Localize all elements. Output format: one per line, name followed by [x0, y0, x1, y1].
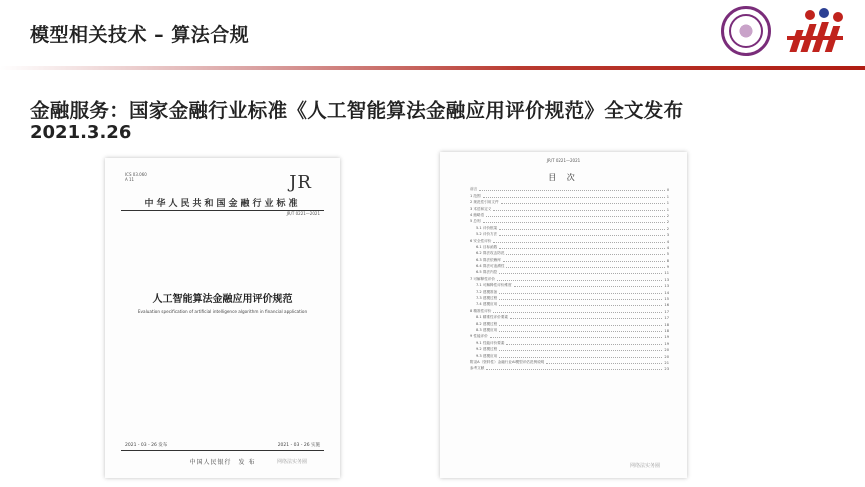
- toc-leader-dots: [483, 222, 665, 223]
- toc-entry-label: 9.1 性能评价要素: [476, 340, 505, 345]
- toc-entry-page: 19: [664, 335, 669, 340]
- toc-leader-dots: [506, 267, 664, 268]
- university-seal-icon: [721, 6, 771, 56]
- toc-leader-dots: [510, 318, 662, 319]
- standard-toc-page: [440, 152, 687, 478]
- toc-entry-page: 9: [666, 265, 669, 270]
- toc-entry-page: 20: [664, 354, 669, 359]
- toc-leader-dots: [499, 357, 662, 358]
- toc-entry-label: 9.3 建模应用: [476, 353, 498, 358]
- toc-entry: [470, 365, 669, 371]
- toc-leader-dots: [497, 280, 662, 281]
- toc-entry-page: 2: [666, 226, 669, 231]
- toc-entry-label: 9.2 建模过程: [476, 347, 498, 352]
- toc-entry-page: 19: [664, 341, 669, 346]
- toc-entry-page: 5: [666, 252, 669, 257]
- toc-leader-dots: [493, 242, 664, 243]
- toc-leader-dots: [499, 350, 662, 351]
- toc-entry-label: 6.1 目标函数: [476, 244, 498, 249]
- toc-leader-dots: [501, 203, 665, 204]
- toc-leader-dots: [479, 190, 665, 191]
- toc-leader-dots: [506, 254, 664, 255]
- toc-entry-page: 14: [664, 290, 669, 295]
- toc-entry-page: 4: [666, 239, 669, 244]
- toc-entry-page: 8: [666, 258, 669, 263]
- toc-entry-label: 8 精准性评价: [470, 308, 492, 313]
- toc-entry-page: 21: [664, 360, 669, 365]
- toc-entry-page: 16: [664, 303, 669, 308]
- cover-meta: [125, 172, 147, 182]
- toc-entry-label: 参考文献: [470, 366, 485, 371]
- toc-entry-label: 6 安全性评价: [470, 238, 492, 243]
- toc-entry-label: 4 缩略语: [470, 212, 485, 217]
- slide-subtitle: 金融服务：国家金融行业标准《人工智能算法金融应用评价规范》全文发布: [30, 99, 684, 122]
- toc-entry-page: 2: [666, 213, 669, 218]
- publish-date: 2021.3.26: [30, 122, 132, 143]
- toc-entry-page: 4: [666, 245, 669, 250]
- page-title: 模型相关技术 – 算法合规: [30, 24, 250, 46]
- toc-entry-label: 6.5 算法内控: [476, 270, 498, 275]
- toc-entry-label: 8.1 精准性评价要素: [476, 315, 509, 320]
- toc-entry-label: 7.3 建模过程: [476, 296, 498, 301]
- toc-entry-page: 18: [664, 322, 669, 327]
- toc-entry-label: 1 范围: [470, 193, 481, 198]
- toc-list: [470, 186, 669, 371]
- toc-heading: 目 次: [548, 173, 579, 182]
- toc-leader-dots: [486, 216, 664, 217]
- institute-logo-icon: [785, 8, 845, 54]
- toc-leader-dots: [493, 210, 664, 211]
- toc-leader-dots: [499, 273, 662, 274]
- toc-entry-page: 17: [664, 309, 669, 314]
- toc-entry-page: 1: [666, 207, 669, 212]
- toc-entry-label: 8.2 建模过程: [476, 321, 498, 326]
- toc-entry-label: 6.2 算法攻击防范: [476, 251, 505, 256]
- toc-entry-page: II: [666, 188, 669, 193]
- toc-leader-dots: [514, 286, 663, 287]
- cover-ics: ICS 03.060: [125, 172, 147, 177]
- toc-leader-dots: [499, 299, 662, 300]
- toc-leader-dots: [546, 363, 662, 364]
- toc-entry-label: 8.3 建模应用: [476, 327, 498, 332]
- toc-entry-label: 5.1 评价框架: [476, 225, 498, 230]
- toc-entry-page: 13: [664, 284, 669, 289]
- toc-leader-dots: [493, 312, 662, 313]
- toc-entry-page: 18: [664, 328, 669, 333]
- toc-entry-label: 7.4 建模应用: [476, 302, 498, 307]
- cover-publish-date: 2021 - 03 - 26 发布: [125, 443, 168, 448]
- toc-entry-page: 11: [664, 271, 669, 276]
- header-divider: [0, 66, 865, 70]
- cover-rule-bottom: [121, 450, 324, 451]
- toc-entry-label: 附录A（资料性）金融行业AI模型评估范例说明: [470, 359, 545, 364]
- toc-entry-page: 20: [664, 348, 669, 353]
- toc-entry-label: 7 可解释性评价: [470, 276, 495, 281]
- cover-implement-date: 2021 - 03 - 26 实施: [277, 443, 320, 448]
- toc-leader-dots: [490, 337, 663, 338]
- toc-leader-dots: [499, 331, 662, 332]
- cover-standard-code: JR/T 0221—2021: [286, 211, 320, 216]
- cover-watermark: 网络法实务圈: [277, 459, 308, 465]
- toc-entry-label: 7.1 可解释性评价维度: [476, 283, 512, 288]
- toc-entry-label: 5 总则: [470, 219, 481, 224]
- toc-entry-page: 1: [666, 194, 669, 199]
- toc-entry-label: 5.2 评价方法: [476, 232, 498, 237]
- toc-leader-dots: [499, 325, 662, 326]
- toc-entry-label: 7.2 建模准备: [476, 289, 498, 294]
- cover-english-title: Evaluation specification of artificial intelligence algorithm in financial application: [137, 309, 308, 314]
- toc-leader-dots: [499, 229, 664, 230]
- cover-class: A 11: [125, 177, 135, 182]
- cover-organization: 中华人民共和国金融行业标准: [144, 199, 301, 209]
- cover-issuer: 中国人民银行 发 布: [189, 459, 256, 466]
- toc-leader-dots: [499, 293, 662, 294]
- toc-entry-label: 6.3 算法依赖库: [476, 257, 501, 262]
- toc-leader-dots: [506, 344, 662, 345]
- toc-entry-label: 9 性能评价: [470, 334, 488, 339]
- toc-entry-page: 13: [664, 277, 669, 282]
- header-logos: [721, 6, 845, 56]
- toc-leader-dots: [499, 248, 664, 249]
- toc-standard-code: JR/T 0221—2021: [546, 158, 581, 163]
- toc-entry-label: 2 规范性引用文件: [470, 200, 499, 205]
- toc-leader-dots: [499, 235, 664, 236]
- toc-entry-page: 2: [666, 220, 669, 225]
- toc-leader-dots: [483, 197, 665, 198]
- toc-entry-page: 23: [664, 367, 669, 372]
- toc-entry-page: 3: [666, 233, 669, 238]
- toc-entry-page: 1: [666, 201, 669, 206]
- toc-leader-dots: [503, 261, 665, 262]
- toc-entry-label: 3 术语和定义: [470, 206, 492, 211]
- toc-watermark: 网络法实务圈: [630, 463, 661, 469]
- toc-entry-page: 17: [664, 316, 669, 321]
- toc-entry-label: 6.4 算法可追溯性: [476, 264, 505, 269]
- toc-entry-label: 前言: [470, 187, 478, 192]
- standard-cover-page: [105, 158, 340, 478]
- cover-title: 人工智能算法金融应用评价规范: [152, 294, 293, 305]
- toc-entry-page: 15: [664, 297, 669, 302]
- toc-leader-dots: [486, 369, 662, 370]
- cover-jr-mark: JR: [289, 172, 312, 193]
- toc-leader-dots: [499, 305, 662, 306]
